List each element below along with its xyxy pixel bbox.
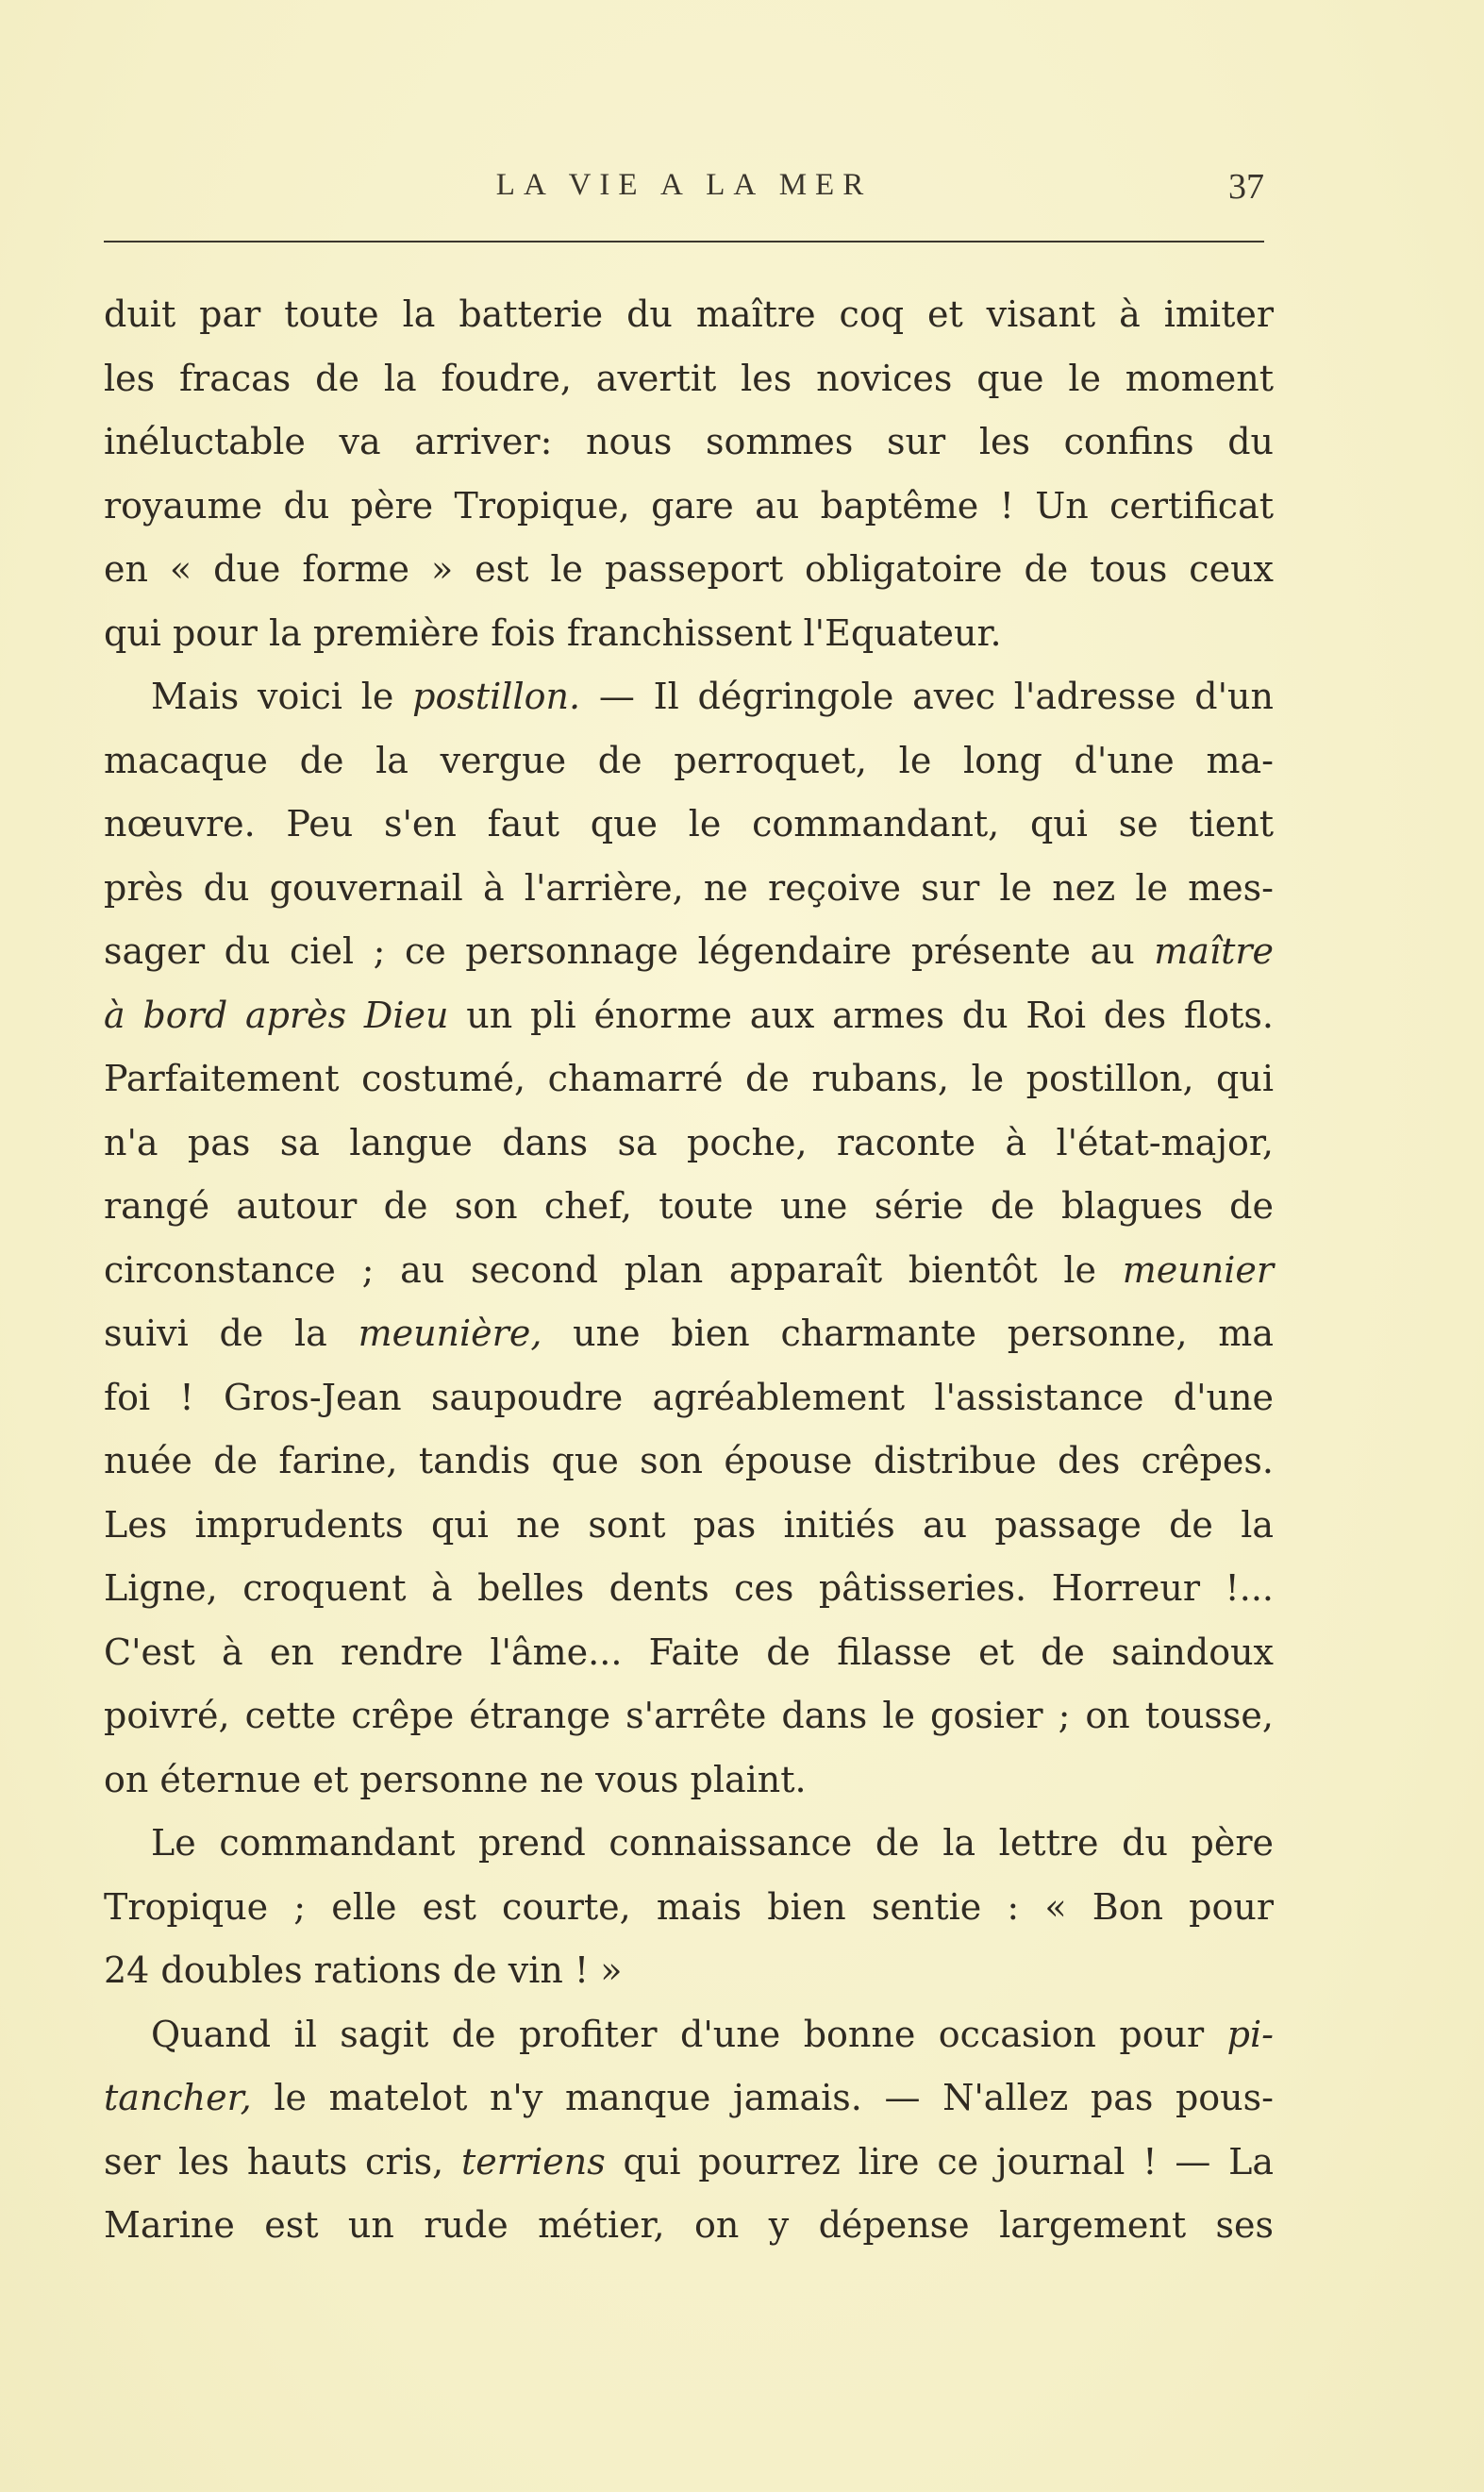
running-title: LA VIE A LA MER <box>495 168 873 202</box>
text-line: sager du ciel ; ce personnage légendaire présente au maître <box>104 930 1274 972</box>
text-line: n'a pas sa langue dans sa poche, raconte à l'état-major, <box>104 1121 1274 1163</box>
text-line: Le commandant prend connaissance de la lettre du père <box>151 1822 1274 1864</box>
text-line: foi ! Gros-Jean saupoudre agréablement l'assistance d'une <box>104 1376 1274 1418</box>
text-line: 24 doubles rations de vin ! » <box>104 1949 623 1991</box>
text-line: Ligne, croquent à belles dents ces pâtisseries. Horreur !... <box>104 1567 1274 1609</box>
italic-text: à bord après Dieu <box>104 994 449 1036</box>
text-line: inéluctable va arriver: nous sommes sur les confins du <box>104 421 1274 462</box>
italic-text: tancher, <box>104 2077 252 2118</box>
italic-text: pi- <box>1226 2013 1274 2055</box>
italic-text: maître <box>1154 930 1274 972</box>
text-line: duit par toute la batterie du maître coq et visant à imiter <box>104 293 1274 335</box>
italic-text: meunière, <box>358 1313 542 1354</box>
italic-text: meunier <box>1122 1248 1274 1291</box>
italic-text: terriens <box>461 2140 606 2183</box>
text-line: les fracas de la foudre, avertit les novices que le moment <box>104 357 1274 399</box>
text-line: poivré, cette crêpe étrange s'arrête dans le gosier ; on tousse, <box>104 1695 1274 1736</box>
text-line: nuée de farine, tandis que son épouse distribue des crêpes. <box>104 1440 1274 1481</box>
header-rule <box>104 241 1264 243</box>
text-line: à bord après Dieu un pli énorme aux armes du Roi des flots. <box>104 994 1274 1036</box>
text-line: Les imprudents qui ne sont pas initiés au passage de la <box>104 1503 1274 1546</box>
text-line: macaque de la vergue de perroquet, le long d'une ma- <box>104 739 1274 781</box>
text-line: en « due forme » est le passeport obligatoire de tous ceux <box>104 548 1274 590</box>
text-line: suivi de la meunière, une bien charmante personne, ma <box>104 1313 1274 1354</box>
text-line: C'est à en rendre l'âme... Faite de filasse et de saindoux <box>104 1631 1274 1673</box>
italic-text: postillon. <box>412 676 581 717</box>
body-text <box>104 283 1274 2258</box>
running-head <box>104 168 1264 215</box>
text-line: ser les hauts cris, terriens qui pourrez lire ce journal ! — La <box>104 2140 1274 2183</box>
page-number: 37 <box>1228 167 1264 207</box>
text-line: Quand il sagit de profiter d'une bonne occasion pour pi- <box>151 2013 1274 2055</box>
text-line: Parfaitement costumé, chamarré de rubans, le postillon, qui <box>104 1058 1274 1099</box>
text-line: Marine est un rude métier, on y dépense largement ses <box>104 2204 1274 2246</box>
text-line: Mais voici le postillon. — Il dégringole avec l'adresse d'un <box>151 676 1274 717</box>
text-line: tancher, le matelot n'y manque jamais. — N'allez pas pous- <box>104 2077 1274 2118</box>
text-line: Tropique ; elle est courte, mais bien sentie : « Bon pour <box>104 1885 1274 1928</box>
text-line: circonstance ; au second plan apparaît bientôt le meunier <box>104 1248 1274 1291</box>
text-line: on éternue et personne ne vous plaint. <box>104 1758 807 1800</box>
text-line: qui pour la première fois franchissent l'Equateur. <box>104 611 1002 654</box>
text-line: nœuvre. Peu s'en faut que le commandant, qui se tient <box>104 803 1274 845</box>
text-line: rangé autour de son chef, toute une série de blagues de <box>104 1185 1274 1227</box>
text-line: royaume du père Tropique, gare au baptême ! Un certificat <box>104 484 1274 527</box>
text-line: près du gouvernail à l'arrière, ne reçoive sur le nez le mes- <box>104 866 1274 909</box>
